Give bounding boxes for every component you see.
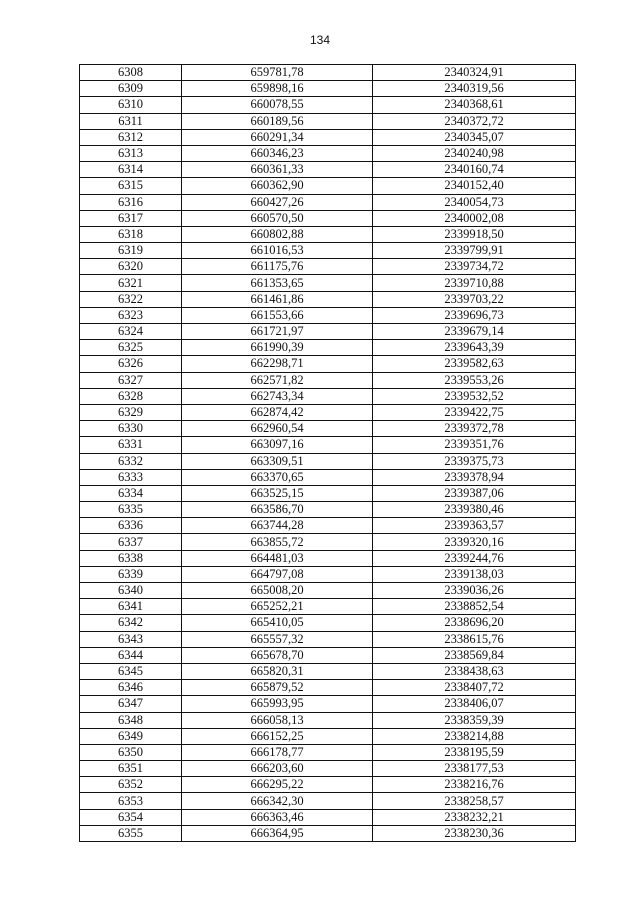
table-row [80,502,576,518]
x-coordinate-cell: 659781,78 [182,65,373,81]
table-row [80,469,576,485]
point-number-cell: 6333 [80,469,182,485]
point-number-cell: 6343 [80,631,182,647]
y-coordinate-cell: 2338177,53 [373,761,576,777]
x-coordinate-cell: 666058,13 [182,712,373,728]
point-number-cell: 6340 [80,583,182,599]
table-row [80,421,576,437]
y-coordinate-cell: 2338696,20 [373,615,576,631]
table-row [80,178,576,194]
point-number-cell: 6348 [80,712,182,728]
point-number-cell: 6341 [80,599,182,615]
x-coordinate-cell: 663309,51 [182,453,373,469]
y-coordinate-cell: 2339734,72 [373,259,576,275]
table-row [80,712,576,728]
x-coordinate-cell: 660427,26 [182,194,373,210]
point-number-cell: 6345 [80,663,182,679]
y-coordinate-cell: 2340002,08 [373,210,576,226]
x-coordinate-cell: 665678,70 [182,647,373,663]
table-row [80,696,576,712]
point-number-cell: 6325 [80,340,182,356]
y-coordinate-cell: 2339710,88 [373,275,576,291]
table-row [80,437,576,453]
table-body [80,65,576,842]
x-coordinate-cell: 661721,97 [182,324,373,340]
x-coordinate-cell: 662960,54 [182,421,373,437]
x-coordinate-cell: 662743,34 [182,388,373,404]
x-coordinate-cell: 666152,25 [182,728,373,744]
point-number-cell: 6323 [80,307,182,323]
table-row [80,647,576,663]
y-coordinate-cell: 2339363,57 [373,518,576,534]
x-coordinate-cell: 662298,71 [182,356,373,372]
y-coordinate-cell: 2338569,84 [373,647,576,663]
y-coordinate-cell: 2339138,03 [373,566,576,582]
x-coordinate-cell: 662571,82 [182,372,373,388]
x-coordinate-cell: 663370,65 [182,469,373,485]
y-coordinate-cell: 2339799,91 [373,243,576,259]
table-row [80,663,576,679]
point-number-cell: 6352 [80,777,182,793]
x-coordinate-cell: 663855,72 [182,534,373,550]
x-coordinate-cell: 666203,60 [182,761,373,777]
y-coordinate-cell: 2339643,39 [373,340,576,356]
point-number-cell: 6322 [80,291,182,307]
point-number-cell: 6331 [80,437,182,453]
x-coordinate-cell: 666295,22 [182,777,373,793]
y-coordinate-cell: 2339375,73 [373,453,576,469]
y-coordinate-cell: 2338214,88 [373,728,576,744]
y-coordinate-cell: 2338615,76 [373,631,576,647]
y-coordinate-cell: 2338406,07 [373,696,576,712]
x-coordinate-cell: 661016,53 [182,243,373,259]
y-coordinate-cell: 2340372,72 [373,113,576,129]
x-coordinate-cell: 661461,86 [182,291,373,307]
table-row [80,291,576,307]
table-row [80,372,576,388]
table-row [80,81,576,97]
y-coordinate-cell: 2338852,54 [373,599,576,615]
point-number-cell: 6316 [80,194,182,210]
table-row [80,210,576,226]
table-row [80,453,576,469]
y-coordinate-cell: 2340345,07 [373,129,576,145]
y-coordinate-cell: 2340324,91 [373,65,576,81]
y-coordinate-cell: 2338258,57 [373,793,576,809]
x-coordinate-cell: 660346,23 [182,145,373,161]
y-coordinate-cell: 2340319,56 [373,81,576,97]
table-row [80,145,576,161]
table-row [80,615,576,631]
point-number-cell: 6338 [80,550,182,566]
table-row [80,356,576,372]
x-coordinate-cell: 663586,70 [182,502,373,518]
x-coordinate-cell: 659898,16 [182,81,373,97]
point-number-cell: 6336 [80,518,182,534]
x-coordinate-cell: 665820,31 [182,663,373,679]
table-row [80,631,576,647]
x-coordinate-cell: 660361,33 [182,162,373,178]
point-number-cell: 6334 [80,485,182,501]
point-number-cell: 6327 [80,372,182,388]
x-coordinate-cell: 666364,95 [182,825,373,841]
point-number-cell: 6351 [80,761,182,777]
point-number-cell: 6319 [80,243,182,259]
table-row [80,680,576,696]
x-coordinate-cell: 663097,16 [182,437,373,453]
x-coordinate-cell: 665557,32 [182,631,373,647]
y-coordinate-cell: 2338230,36 [373,825,576,841]
point-number-cell: 6355 [80,825,182,841]
y-coordinate-cell: 2339244,76 [373,550,576,566]
y-coordinate-cell: 2338438,63 [373,663,576,679]
point-number-cell: 6344 [80,647,182,663]
y-coordinate-cell: 2340368,61 [373,97,576,113]
point-number-cell: 6328 [80,388,182,404]
y-coordinate-cell: 2339380,46 [373,502,576,518]
y-coordinate-cell: 2339372,78 [373,421,576,437]
x-coordinate-cell: 660189,56 [182,113,373,129]
point-number-cell: 6308 [80,65,182,81]
table-row [80,129,576,145]
y-coordinate-cell: 2339387,06 [373,485,576,501]
point-number-cell: 6310 [80,97,182,113]
coordinates-table [79,64,576,842]
point-number-cell: 6337 [80,534,182,550]
table-row [80,194,576,210]
table-row [80,243,576,259]
table-row [80,404,576,420]
table-row [80,65,576,81]
table-row [80,518,576,534]
x-coordinate-cell: 660802,88 [182,226,373,242]
point-number-cell: 6320 [80,259,182,275]
point-number-cell: 6335 [80,502,182,518]
y-coordinate-cell: 2338407,72 [373,680,576,696]
y-coordinate-cell: 2340240,98 [373,145,576,161]
x-coordinate-cell: 660362,90 [182,178,373,194]
point-number-cell: 6315 [80,178,182,194]
table-row [80,761,576,777]
point-number-cell: 6312 [80,129,182,145]
x-coordinate-cell: 666363,46 [182,809,373,825]
point-number-cell: 6342 [80,615,182,631]
y-coordinate-cell: 2339679,14 [373,324,576,340]
y-coordinate-cell: 2339378,94 [373,469,576,485]
y-coordinate-cell: 2339036,26 [373,583,576,599]
point-number-cell: 6326 [80,356,182,372]
y-coordinate-cell: 2339422,75 [373,404,576,420]
y-coordinate-cell: 2339918,50 [373,226,576,242]
table-row [80,259,576,275]
table-row [80,809,576,825]
table-row [80,485,576,501]
x-coordinate-cell: 666342,30 [182,793,373,809]
x-coordinate-cell: 661990,39 [182,340,373,356]
point-number-cell: 6318 [80,226,182,242]
point-number-cell: 6309 [80,81,182,97]
table-row [80,340,576,356]
table-row [80,388,576,404]
x-coordinate-cell: 665252,21 [182,599,373,615]
y-coordinate-cell: 2339320,16 [373,534,576,550]
table-row [80,97,576,113]
y-coordinate-cell: 2340152,40 [373,178,576,194]
table-row [80,324,576,340]
point-number-cell: 6349 [80,728,182,744]
y-coordinate-cell: 2339582,63 [373,356,576,372]
table-row [80,825,576,841]
y-coordinate-cell: 2340160,74 [373,162,576,178]
y-coordinate-cell: 2339703,22 [373,291,576,307]
x-coordinate-cell: 666178,77 [182,744,373,760]
x-coordinate-cell: 661553,66 [182,307,373,323]
table-row [80,566,576,582]
point-number-cell: 6353 [80,793,182,809]
point-number-cell: 6332 [80,453,182,469]
table-row [80,162,576,178]
y-coordinate-cell: 2338216,76 [373,777,576,793]
x-coordinate-cell: 665008,20 [182,583,373,599]
x-coordinate-cell: 661353,65 [182,275,373,291]
y-coordinate-cell: 2339532,52 [373,388,576,404]
table-row [80,534,576,550]
point-number-cell: 6339 [80,566,182,582]
point-number-cell: 6347 [80,696,182,712]
point-number-cell: 6329 [80,404,182,420]
y-coordinate-cell: 2338232,21 [373,809,576,825]
table-row [80,744,576,760]
x-coordinate-cell: 665993,95 [182,696,373,712]
x-coordinate-cell: 663525,15 [182,485,373,501]
x-coordinate-cell: 665879,52 [182,680,373,696]
x-coordinate-cell: 661175,76 [182,259,373,275]
table-row [80,599,576,615]
point-number-cell: 6324 [80,324,182,340]
x-coordinate-cell: 662874,42 [182,404,373,420]
table-row [80,113,576,129]
x-coordinate-cell: 663744,28 [182,518,373,534]
x-coordinate-cell: 665410,05 [182,615,373,631]
point-number-cell: 6313 [80,145,182,161]
point-number-cell: 6354 [80,809,182,825]
table-row [80,583,576,599]
page-number: 134 [309,33,331,47]
point-number-cell: 6321 [80,275,182,291]
table-row [80,728,576,744]
table-row [80,275,576,291]
y-coordinate-cell: 2338359,39 [373,712,576,728]
point-number-cell: 6330 [80,421,182,437]
x-coordinate-cell: 664797,08 [182,566,373,582]
y-coordinate-cell: 2339696,73 [373,307,576,323]
x-coordinate-cell: 660291,34 [182,129,373,145]
point-number-cell: 6314 [80,162,182,178]
table-row [80,307,576,323]
y-coordinate-cell: 2338195,59 [373,744,576,760]
y-coordinate-cell: 2340054,73 [373,194,576,210]
table-row [80,550,576,566]
point-number-cell: 6317 [80,210,182,226]
table-row [80,777,576,793]
x-coordinate-cell: 660570,50 [182,210,373,226]
y-coordinate-cell: 2339351,76 [373,437,576,453]
y-coordinate-cell: 2339553,26 [373,372,576,388]
table-row [80,226,576,242]
point-number-cell: 6346 [80,680,182,696]
point-number-cell: 6350 [80,744,182,760]
point-number-cell: 6311 [80,113,182,129]
table-row [80,793,576,809]
x-coordinate-cell: 664481,03 [182,550,373,566]
x-coordinate-cell: 660078,55 [182,97,373,113]
